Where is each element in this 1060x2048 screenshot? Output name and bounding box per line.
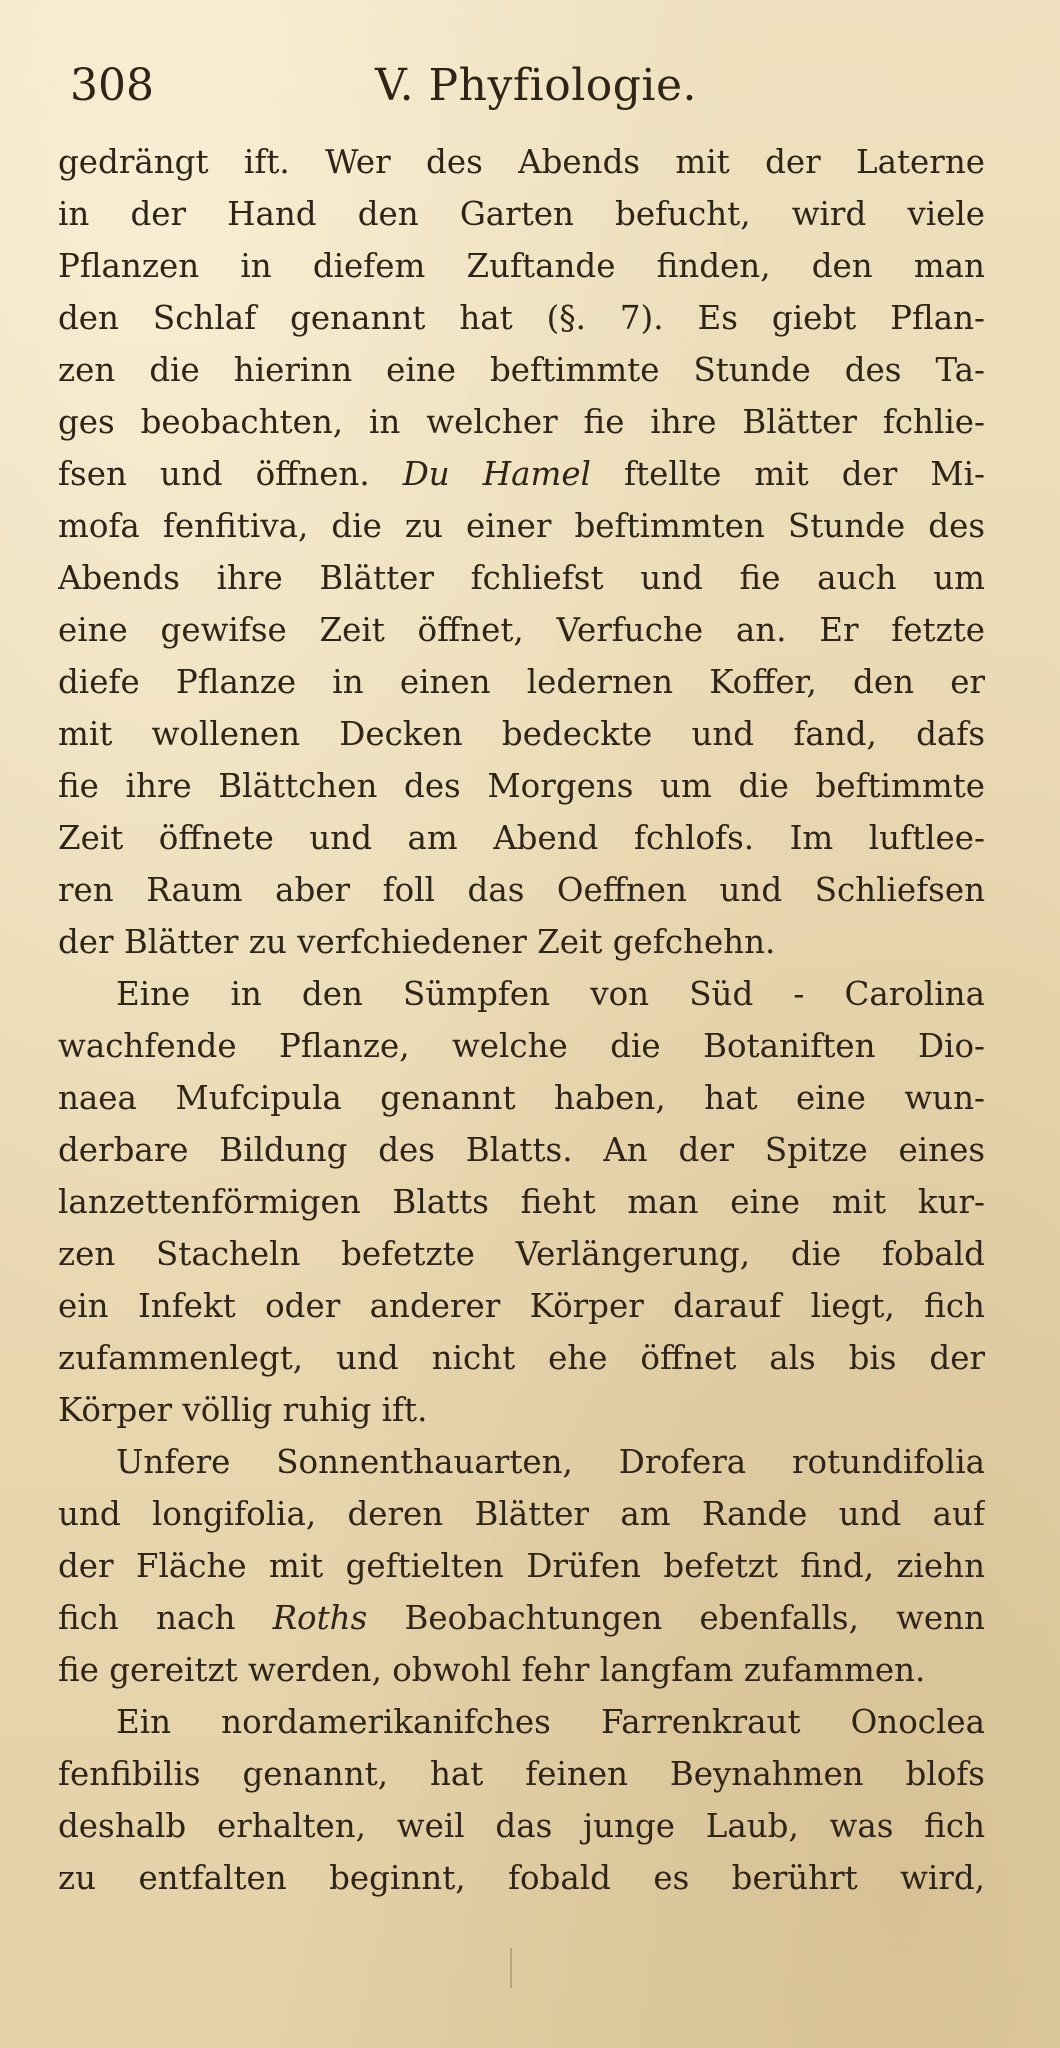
text-line: ren Raum aber foll das Oeffnen und Schliefsen <box>58 871 985 909</box>
text-line: Unfere Sonnenthauarten, Drofera rotundifolia <box>116 1443 985 1481</box>
page-header <box>70 56 990 116</box>
page-number: 308 <box>70 60 154 111</box>
text-line: zen die hierinn eine beftimmte Stunde des Ta- <box>58 351 985 389</box>
text-line: derbare Bildung des Blatts. An der Spitze eines <box>58 1131 985 1169</box>
text-line: zu entfalten beginnt, fobald es berührt wird, <box>58 1859 985 1897</box>
text-line: Abends ihre Blätter fchliefst und fie auch um <box>58 559 985 597</box>
text-line: zufammenlegt, und nicht ehe öffnet als bis der <box>58 1339 985 1377</box>
text-line: der Blätter zu verfchiedener Zeit gefchehn. <box>58 923 776 961</box>
text-line: in der Hand den Garten befucht, wird viele <box>58 195 985 233</box>
text-line <box>58 448 985 500</box>
text-line: ein Infekt oder anderer Körper darauf liegt, fich <box>58 1287 985 1325</box>
text-line: mit wollenen Decken bedeckte und fand, dafs <box>58 715 985 753</box>
text-line: fie ihre Blättchen des Morgens um die beftimmte <box>58 767 985 805</box>
text-line: Eine in den Sümpfen von Süd - Carolina <box>116 975 985 1013</box>
page-crease <box>510 1948 520 1988</box>
text-line: gedrängt ift. Wer des Abends mit der Laterne <box>58 143 985 181</box>
body-text <box>58 136 985 1904</box>
text-line: der Fläche mit geftielten Drüfen befetzt find, ziehn <box>58 1547 985 1585</box>
text-line: deshalb erhalten, weil das junge Laub, was fich <box>58 1807 985 1845</box>
text-line: Ein nordamerikanifches Farrenkraut Onoclea <box>116 1703 985 1741</box>
text-line: diefe Pflanze in einen ledernen Koffer, den er <box>58 663 985 701</box>
text-line: lanzettenförmigen Blatts fieht man eine mit kur- <box>58 1183 985 1221</box>
text-line: naea Mufcipula genannt haben, hat eine wun- <box>58 1079 985 1117</box>
text-line: Zeit öffnete und am Abend fchlofs. Im luftlee- <box>58 819 985 857</box>
text-line: Pflanzen in diefem Zuftande finden, den man <box>58 247 985 285</box>
italic-name: Roths <box>272 1599 368 1637</box>
text-segment: ftellte mit der Mi- <box>590 455 985 493</box>
text-line: den Schlaf genannt hat (§. 7). Es giebt Pflan- <box>58 299 985 337</box>
text-segment: Beobachtungen ebenfalls, wenn <box>367 1599 985 1637</box>
text-line: und longifolia, deren Blätter am Rande und auf <box>58 1495 985 1533</box>
text-segment: fsen und öffnen. <box>58 455 403 493</box>
text-segment: fich nach <box>58 1599 273 1637</box>
italic-name: Du Hamel <box>402 455 591 493</box>
text-line: wachfende Pflanze, welche die Botaniften Dio- <box>58 1027 985 1065</box>
text-line: mofa fenfitiva, die zu einer beftimmten Stunde des <box>58 507 985 545</box>
text-line: eine gewifse Zeit öffnet, Verfuche an. Er fetzte <box>58 611 985 649</box>
text-line: fie gereitzt werden, obwohl fehr langfam zufammen. <box>58 1651 926 1689</box>
text-line: Körper völlig ruhig ift. <box>58 1391 428 1429</box>
running-head: V. Phyfiologie. <box>375 60 698 111</box>
text-line <box>58 1592 985 1644</box>
text-line: zen Stacheln befetzte Verlängerung, die fobald <box>58 1235 985 1273</box>
text-line: fenfibilis genannt, hat feinen Beynahmen blofs <box>58 1755 985 1793</box>
text-line: ges beobachten, in welcher fie ihre Blätter fchlie- <box>58 403 985 441</box>
